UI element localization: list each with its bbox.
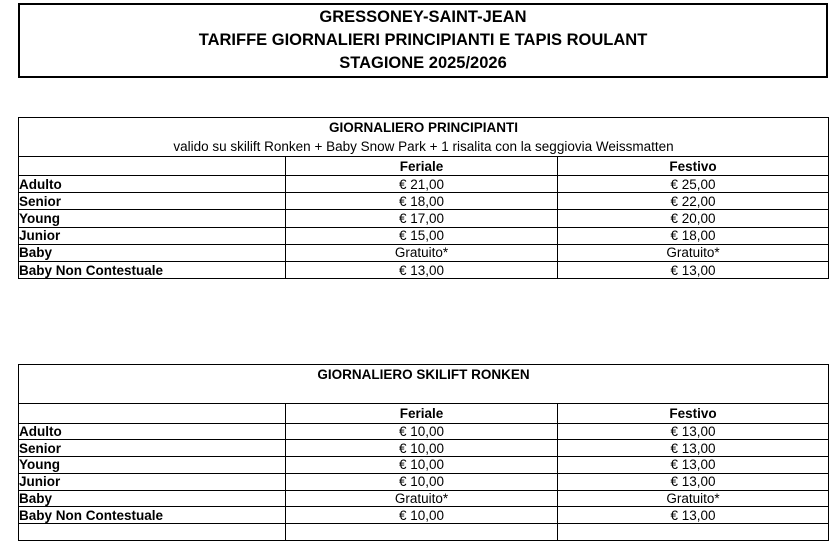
feriale-value: € 15,00 xyxy=(286,227,558,244)
row-label: Baby xyxy=(19,244,286,261)
festivo-value: Gratuito* xyxy=(558,244,829,261)
row-label: Baby Non Contestuale xyxy=(19,507,286,524)
row-label: Senior xyxy=(19,193,286,210)
column-header-row xyxy=(19,404,829,424)
festivo-value: € 18,00 xyxy=(558,227,829,244)
festivo-value: Gratuito* xyxy=(558,490,829,507)
table-row xyxy=(19,227,829,244)
column-header-festivo: Festivo xyxy=(558,404,829,424)
table-row xyxy=(19,261,829,278)
table-title: GIORNALIERO SKILIFT RONKEN xyxy=(317,367,530,382)
feriale-value: € 10,00 xyxy=(286,440,558,457)
column-header-category xyxy=(19,157,286,176)
row-label: Baby Non Contestuale xyxy=(19,261,286,278)
row-label: Adulto xyxy=(19,176,286,193)
row-label: Adulto xyxy=(19,423,286,440)
table-row xyxy=(19,490,829,507)
feriale-value xyxy=(286,524,558,541)
table-header-cell xyxy=(19,365,829,404)
festivo-value: € 22,00 xyxy=(558,193,829,210)
feriale-value: € 13,00 xyxy=(286,261,558,278)
table-row xyxy=(19,193,829,210)
row-label: Junior xyxy=(19,473,286,490)
table-row-clipped xyxy=(19,524,829,541)
table-header-row xyxy=(19,118,829,157)
festivo-value: € 25,00 xyxy=(558,176,829,193)
column-header-feriale: Feriale xyxy=(286,404,558,424)
row-label: Young xyxy=(19,457,286,474)
document-title-line-2: TARIFFE GIORNALIERI PRINCIPIANTI E TAPIS ROULANT xyxy=(198,31,648,50)
feriale-value: € 10,00 xyxy=(286,473,558,490)
row-label: Senior xyxy=(19,440,286,457)
column-header-category xyxy=(19,404,286,424)
column-header-row xyxy=(19,157,829,176)
table-row xyxy=(19,210,829,227)
table-header-row xyxy=(19,365,829,404)
table-row xyxy=(19,423,829,440)
festivo-value: € 13,00 xyxy=(558,457,829,474)
table-row xyxy=(19,440,829,457)
festivo-value: € 13,00 xyxy=(558,507,829,524)
table-giornaliero-principianti xyxy=(18,117,829,279)
festivo-value: € 13,00 xyxy=(558,261,829,278)
column-header-feriale: Feriale xyxy=(286,157,558,176)
table-row xyxy=(19,244,829,261)
table-title: GIORNALIERO PRINCIPIANTI xyxy=(329,120,519,135)
feriale-value: € 10,00 xyxy=(286,507,558,524)
festivo-value xyxy=(558,524,829,541)
column-header-festivo: Festivo xyxy=(558,157,829,176)
feriale-value: € 21,00 xyxy=(286,176,558,193)
feriale-value: € 10,00 xyxy=(286,457,558,474)
document-title-line-1: GRESSONEY-SAINT-JEAN xyxy=(319,8,527,26)
table-row xyxy=(19,457,829,474)
table-header-cell xyxy=(19,118,829,157)
row-label xyxy=(19,524,286,541)
document-title-box xyxy=(18,3,828,78)
table-row xyxy=(19,473,829,490)
row-label: Baby xyxy=(19,490,286,507)
document-title-line-3: STAGIONE 2025/2026 xyxy=(339,54,507,73)
feriale-value: Gratuito* xyxy=(286,244,558,261)
festivo-value: € 13,00 xyxy=(558,423,829,440)
feriale-value: € 10,00 xyxy=(286,423,558,440)
feriale-value: € 17,00 xyxy=(286,210,558,227)
festivo-value: € 13,00 xyxy=(558,440,829,457)
festivo-value: € 13,00 xyxy=(558,473,829,490)
table-row xyxy=(19,507,829,524)
table-row xyxy=(19,176,829,193)
row-label: Junior xyxy=(19,227,286,244)
table-subtitle xyxy=(19,384,828,403)
feriale-value: Gratuito* xyxy=(286,490,558,507)
festivo-value: € 20,00 xyxy=(558,210,829,227)
row-label: Young xyxy=(19,210,286,227)
feriale-value: € 18,00 xyxy=(286,193,558,210)
table-giornaliero-skilift-ronken xyxy=(18,364,829,541)
table-subtitle: valido su skilift Ronken + Baby Snow Park + 1 risalita con la seggiovia Weissmatten xyxy=(173,139,674,154)
